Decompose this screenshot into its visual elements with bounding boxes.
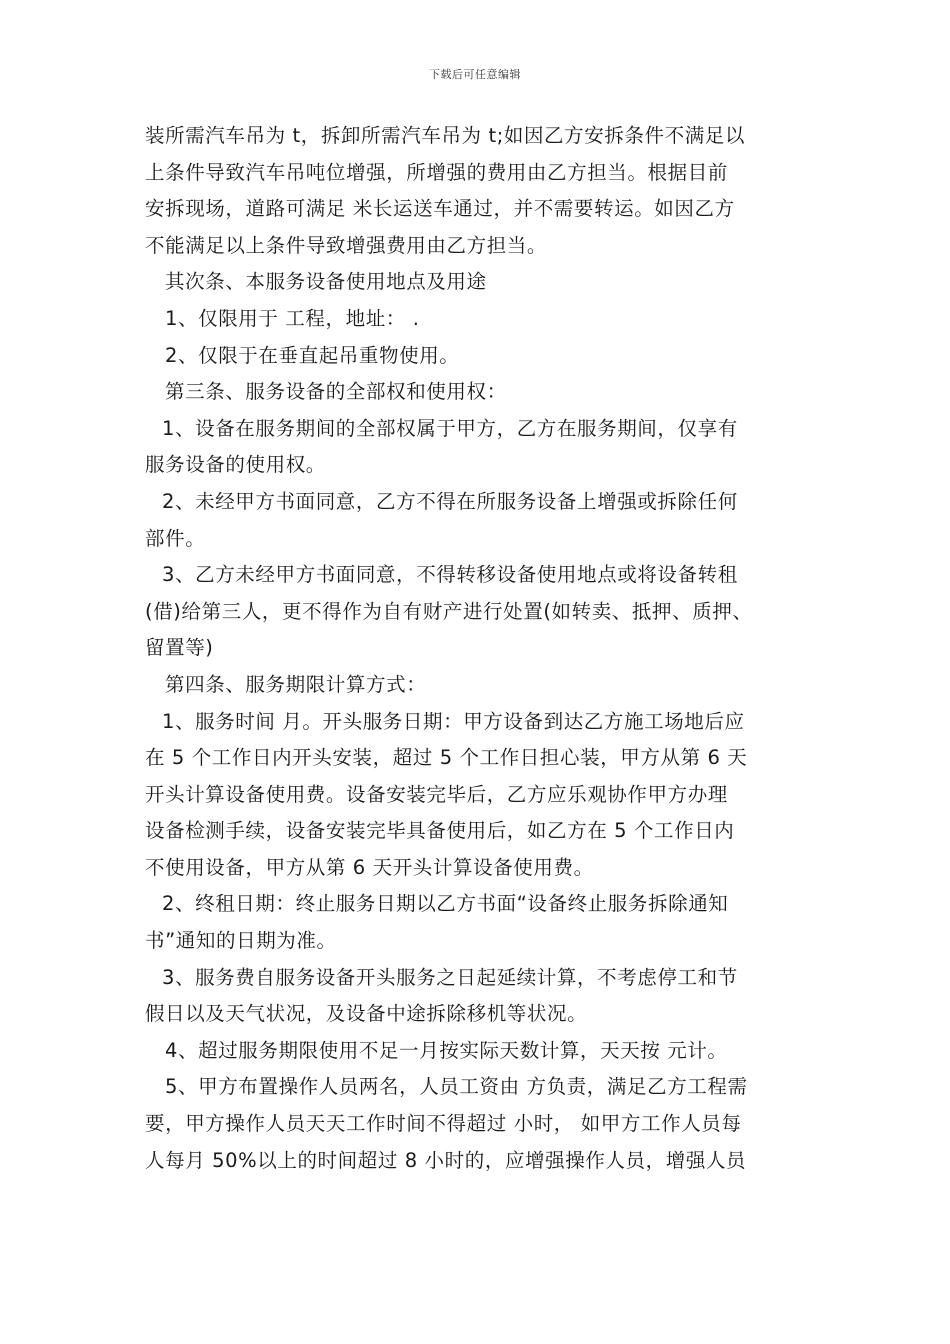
body-line: 开头计算设备使用费。设备安装完毕后，乙方应乐观协作甲方办理 [145,782,728,806]
body-line: (借)给第三人，更不得作为自有财产进行处置(如转卖、抵押、质押、 [145,599,753,623]
clause-item: 5、甲方布置操作人员两名，人员工资由 方负责，满足乙方工程需 [165,1075,748,1099]
clause-item: 2、终租日期：终止服务日期以乙方书面“设备终止服务拆除通知 [162,892,729,916]
clause-item: 2、未经甲方书面同意，乙方不得在所服务设备上增强或拆除任何 [162,489,738,513]
body-line: 服务设备的使用权。 [145,453,326,477]
section-heading-3: 第三条、服务设备的全部权和使用权： [165,380,507,404]
section-heading-2: 其次条、本服务设备使用地点及用途 [165,270,487,294]
body-line: 留置等) [145,636,214,660]
body-line: 人每月 50%以上的时间超过 8 小时的，应增强操作人员，增强人员 [145,1148,747,1172]
clause-item: 3、乙方未经甲方书面同意，不得转移设备使用地点或将设备转租 [162,563,738,587]
body-line: 设备检测手续，设备安装完毕具备使用后，如乙方在 5 个工作日内 [145,819,735,843]
body-line: 装所需汽车吊为 t，拆卸所需汽车吊为 t;如因乙方安拆条件不满足以 [145,124,746,147]
section-heading-4: 第四条、服务期限计算方式： [165,672,427,696]
clause-item: 3、服务费自服务设备开头服务之日起延续计算，不考虑停工和节 [162,965,738,989]
body-line: 在 5 个工作日内开头安装，超过 5 个工作日担心装，甲方从第 6 天 [145,746,748,770]
clause-item: 1、服务时间 月。开头服务日期：甲方设备到达乙方施工场地后应 [162,709,745,733]
clause-item: 1、仅限用于 工程，地址： . [165,306,420,330]
body-line: 不能满足以上条件导致增强费用由乙方担当。 [145,233,548,257]
body-line: 安拆现场，道路可满足 米长运送车通过，并不需要转运。如因乙方 [145,197,735,221]
body-line: 书”通知的日期为准。 [145,929,337,953]
body-line: 不使用设备，甲方从第 6 天开头计算设备使用费。 [145,855,594,879]
body-line: 要，甲方操作人员天天工作时间不得超过 小时， 如甲方工作人员每 [145,1112,742,1136]
clause-item: 4、超过服务期限使用不足一月按实际天数计算，天天按 元计。 [165,1038,728,1062]
clause-item: 1、设备在服务期间的全部权属于甲方，乙方在服务期间，仅享有 [162,416,738,440]
body-line: 上条件导致汽车吊吨位增强，所增强的费用由乙方担当。根据目前 [145,160,728,184]
clause-item: 2、仅限于在垂直起吊重物使用。 [165,343,460,367]
body-line: 部件。 [145,526,206,550]
body-line: 假日以及天气状况，及设备中途拆除移机等状况。 [145,1002,588,1026]
page-header-note: 下载后可任意编辑 [429,68,521,81]
document-body [145,118,815,1179]
